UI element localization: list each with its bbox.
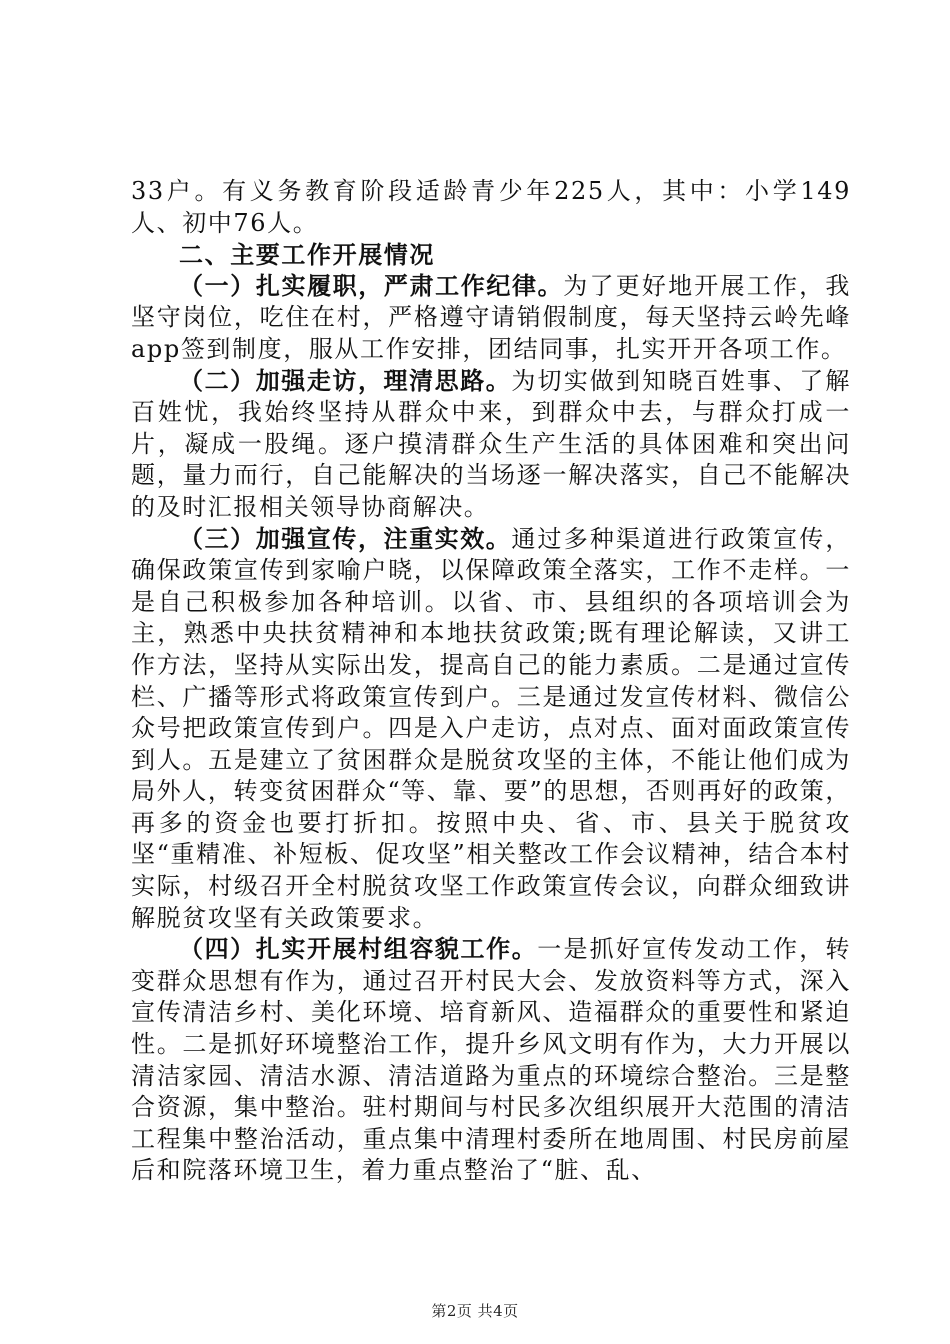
continuation-paragraph: 33户。有义务教育阶段适龄青少年225人，其中：小学149人、初中76人。 <box>131 177 851 237</box>
paragraph-3-body: 通过多种渠道进行政策宣传，确保政策宣传到家喻户晓，以保障政策全落实，工作不走样。一是自己积极参加各种培训。以省、市、县组织的各项培训会为主，熟悉中央扶贫精神和本地扶贫政策;既有理论解读，又讲工作方法，坚持从实际出发，提高自己的能力素质。二是通过宣传栏、广播等形式将政策宣传到户。三是通过发宣传材料、微信公众号把政策宣传到户。四是入户走访，点对点、面对面政策宣传到人。五是建立了贫困群众是脱贫攻坚的主体，不能让他们成为局外人，转变贫困群众“等、靠、要”的思想，否则再好的政策，再多的资金也要打折扣。按照中央、省、市、县关于脱贫攻坚“重精准、补短板、促攻坚”相关整改工作会议精神，结合本村实际，村级召开全村脱贫攻坚工作政策宣传会议，向群众细致讲解脱贫攻坚有关政策要求。 <box>131 524 851 932</box>
page-footer: 第2页 共4页 <box>431 1302 519 1320</box>
paragraph-2-body: 为切实做到知晓百姓事、了解百姓忧，我始终坚持从群众中来，到群众中去，与群众打成一片，凝成一股绳。逐户摸清群众生产生活的具体困难和突出问题，量力而行，自己能解决的当场逐一解决落实，自己不能解决的及时汇报相关领导协商解决。 <box>131 366 851 521</box>
document-body <box>131 176 851 1187</box>
paragraph-4 <box>131 934 851 1187</box>
paragraph-1-lead: （一）扎实履职，严肃工作纪律。 <box>179 271 564 300</box>
paragraph-1-body: 为了更好地开展工作，我坚守岗位，吃住在村，严格遵守请销假制度，每天坚持云岭先峰app签到制度，服从工作安排，团结同事，扎实开开各项工作。 <box>131 271 851 363</box>
paragraph-4-lead: （四）扎实开展村组容貌工作。 <box>179 935 538 964</box>
paragraph-2 <box>131 366 851 524</box>
paragraph-4-body: 一是抓好宣传发动工作，转变群众思想有作为，通过召开村民大会、发放资料等方式，深入宣传清洁乡村、美化环境、培育新风、造福群众的重要性和紧迫性。二是抓好环境整治工作，提升乡风文明有作为，大力开展以清洁家园、清洁水源、清洁道路为重点的环境综合整治。三是整合资源，集中整治。驻村期间与村民多次组织展开大范围的清洁工程集中整治活动，重点集中清理村委所在地周围、村民房前屋后和院落环境卫生，着力重点整治了“脏、乱、 <box>131 935 852 1185</box>
section-heading: 二、主要工作开展情况 <box>179 240 435 270</box>
paragraph-3 <box>131 524 851 935</box>
paragraph-2-lead: （二）加强走访，理清思路。 <box>179 366 512 395</box>
paragraph-3-lead: （三）加强宣传，注重实效。 <box>179 524 512 553</box>
paragraph-1 <box>131 271 851 366</box>
